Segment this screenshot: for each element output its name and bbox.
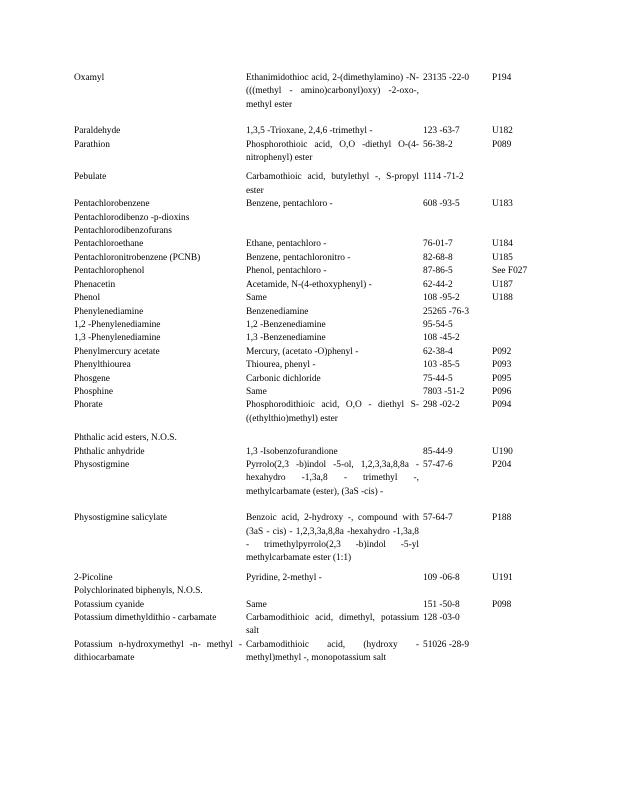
chemical-name: Pyrrolo(2,3 -b)indol -5-ol, 1,2,3,3a,8,8a -hexahydro -1,3a,8 - trimethyl -, methylcarbamate (ester), (3aS -cis) - <box>246 459 419 497</box>
waste-code: P094 <box>492 400 512 411</box>
table-row <box>74 198 544 211</box>
cas-number: 298 -02-2 <box>423 400 460 411</box>
table-row <box>74 332 544 345</box>
waste-code: U184 <box>492 239 513 250</box>
cas-number: 62-38-4 <box>423 346 453 357</box>
chemical-name: 1,3 -Isobenzofurandione <box>246 446 338 457</box>
cas-number: 108 -45-2 <box>423 333 460 344</box>
chemical-name: Benzene, pentachloro - <box>246 199 333 210</box>
chemical-name: Same <box>246 386 267 397</box>
cas-number: 7803 -51-2 <box>423 386 465 397</box>
chemical-name <box>246 212 423 225</box>
cas-number <box>423 212 492 225</box>
chemical-name: Carbamodithioic acid, (hydroxy - methyl)methyl -, monopotassium salt <box>246 639 419 664</box>
chemical-name: Carbonic dichloride <box>246 373 321 384</box>
cas-number: 85-44-9 <box>423 446 453 457</box>
table-row <box>74 252 544 265</box>
table-row <box>74 373 544 386</box>
table-row <box>74 279 544 292</box>
waste-code: U191 <box>492 572 513 583</box>
waste-code: P204 <box>492 459 512 470</box>
waste-code: P089 <box>492 139 512 150</box>
waste-name: 1,3 -Phenylenediamine <box>74 333 161 344</box>
waste-code <box>492 319 544 332</box>
cas-number: 57-47-6 <box>423 459 453 470</box>
cas-number <box>423 432 492 445</box>
chemical-name: Phenol, pentachloro - <box>246 266 327 277</box>
chemical-name: Carbamothioic acid, butylethyl -, S-propyl ester <box>246 172 419 196</box>
chemical-name: Ethanimidothioc acid, 2-(dimethylamino) -N-(((methyl - amino)carbonyl)oxy) -2-oxo-, methyl ester <box>246 73 419 110</box>
chemical-name: Benzoic acid, 2-hydroxy -, compound with (3aS - cis) - 1,2,3,3a,8,8a -hexahydro -1,3a,8 - trimethylpyrrolo(2,3 -b)indol -5-yl methylcarbamate ester (1:1) <box>246 513 419 564</box>
waste-code: U183 <box>492 199 513 210</box>
cas-number: 87-86-5 <box>423 266 453 277</box>
table-row <box>74 346 544 359</box>
cas-number: 109 -06-8 <box>423 572 460 583</box>
waste-name: Phenylthiourea <box>74 360 131 371</box>
table-row <box>74 386 544 399</box>
chemical-name: 1,3 -Benzenediamine <box>246 333 326 344</box>
waste-name: Phenylmercury acetate <box>74 346 160 357</box>
waste-code: P194 <box>492 73 512 83</box>
cas-number: 25265 -76-3 <box>423 306 470 317</box>
table-row <box>74 639 544 666</box>
chemical-name: Benzene, pentachloronitro - <box>246 252 351 263</box>
waste-code: P098 <box>492 599 512 610</box>
table-row <box>74 225 544 238</box>
waste-name: Parathion <box>74 139 110 150</box>
waste-code <box>492 332 544 345</box>
table-row <box>74 125 544 138</box>
waste-name: Potassium dimethyldithio - carbamate <box>74 613 217 624</box>
waste-code: U182 <box>492 126 513 137</box>
cas-number: 82-68-8 <box>423 252 453 263</box>
waste-name: Polychlorinated biphenyls, N.O.S. <box>74 586 203 597</box>
cas-number <box>423 225 492 238</box>
waste-name: Oxamyl <box>74 73 105 83</box>
waste-name: Pentachloroethane <box>74 239 144 250</box>
chemical-name <box>246 432 423 445</box>
table-row <box>74 238 544 251</box>
waste-name: Phenol <box>74 293 101 304</box>
waste-code: U185 <box>492 252 513 263</box>
table-row <box>74 319 544 332</box>
chemical-name: Benzenediamine <box>246 306 309 317</box>
waste-name: Pentachlorobenzene <box>74 199 150 210</box>
waste-name: Potassium n-hydroxymethyl -n- methyl -dithiocarbamate <box>74 639 242 664</box>
waste-code <box>492 432 544 445</box>
chemical-name: Ethane, pentachloro - <box>246 239 327 250</box>
table-row <box>74 171 544 198</box>
waste-name: Pebulate <box>74 172 107 183</box>
cas-number: 57-64-7 <box>423 513 453 524</box>
cas-number: 95-54-5 <box>423 319 453 330</box>
chemical-name: Acetamide, N-(4-ethoxyphenyl) - <box>246 279 372 290</box>
table-row <box>74 139 544 166</box>
waste-name: 1,2 -Phenylenediamine <box>74 319 161 330</box>
cas-number: 151 -50-8 <box>423 599 460 610</box>
chemical-name: Phosphorothioic acid, O,O -diethyl O-(4-nitrophenyl) ester <box>246 139 419 164</box>
waste-name: Phenylenediamine <box>74 306 144 317</box>
table-row <box>74 292 544 305</box>
waste-name: Phthalic acid esters, N.O.S. <box>74 433 177 444</box>
cas-number: 23135 -22-0 <box>423 73 470 83</box>
waste-name: Pentachloronitrobenzene (PCNB) <box>74 252 201 263</box>
waste-name: Pentachlorophenol <box>74 266 145 277</box>
waste-code: U188 <box>492 293 513 304</box>
cas-number: 56-38-2 <box>423 139 453 150</box>
table-row <box>74 265 544 278</box>
table-row <box>74 572 544 585</box>
table-row <box>74 512 544 566</box>
waste-name: Physostigmine <box>74 459 130 470</box>
table-row <box>74 306 544 319</box>
waste-name: Physostigmine salicylate <box>74 513 167 524</box>
cas-number: 103 -85-5 <box>423 360 460 371</box>
waste-name: Pentachlorodibenzo -p-dioxins <box>74 212 190 223</box>
waste-name: Pentachlorodibenzofurans <box>74 226 172 237</box>
chemical-name: Same <box>246 293 267 304</box>
chemical-name: 1,2 -Benzenediamine <box>246 319 326 330</box>
chemical-name <box>246 585 423 598</box>
chemical-name: Pyridine, 2-methyl - <box>246 572 322 583</box>
chemical-name: Carbamodithioic acid, dimethyl, potassium salt <box>246 613 419 637</box>
table-row <box>74 446 544 459</box>
hazardous-waste-table <box>74 72 544 666</box>
waste-code: P096 <box>492 386 512 397</box>
waste-code: P188 <box>492 513 512 524</box>
cas-number: 62-44-2 <box>423 279 453 290</box>
waste-code <box>492 306 544 319</box>
cas-number: 1114 -71-2 <box>423 172 464 183</box>
waste-name: 2-Picoline <box>74 572 113 583</box>
waste-code: See F027 <box>492 266 528 277</box>
table-row <box>74 585 544 598</box>
cas-number <box>423 585 492 598</box>
cas-number: 51026 -28-9 <box>423 639 470 650</box>
waste-code <box>492 612 544 639</box>
waste-name: Phthalic anhydride <box>74 446 145 457</box>
waste-name: Phorate <box>74 400 103 411</box>
table-row <box>74 459 544 499</box>
chemical-name: Phosphorodithioic acid, O,O - diethyl S-((ethylthio)methyl) ester <box>246 400 419 424</box>
waste-name: Phosgene <box>74 373 110 384</box>
chemical-name: Thiourea, phenyl - <box>246 360 316 371</box>
table-row <box>74 359 544 372</box>
table-row <box>74 599 544 612</box>
cas-number: 76-01-7 <box>423 239 453 250</box>
chemical-name: Mercury, (acetato -O)phenyl - <box>246 346 359 357</box>
waste-name: Phenacetin <box>74 279 116 290</box>
cas-number: 108 -95-2 <box>423 293 460 304</box>
cas-number: 123 -63-7 <box>423 126 460 137</box>
chemical-name <box>246 225 423 238</box>
waste-code <box>492 585 544 598</box>
table-row <box>74 432 544 445</box>
table-row <box>74 212 544 225</box>
cas-number: 128 -03-0 <box>423 613 460 624</box>
table-row <box>74 72 544 112</box>
table-row <box>74 612 544 639</box>
waste-name: Paraldehyde <box>74 126 121 137</box>
chemical-name: 1,3,5 -Trioxane, 2,4,6 -trimethyl - <box>246 126 373 137</box>
waste-code: U190 <box>492 446 513 457</box>
waste-code <box>492 225 544 238</box>
waste-code: U187 <box>492 279 513 290</box>
waste-name: Potassium cyanide <box>74 599 145 610</box>
cas-number: 75-44-5 <box>423 373 453 384</box>
waste-code <box>492 212 544 225</box>
waste-code <box>492 639 544 666</box>
chemical-name: Same <box>246 599 267 610</box>
waste-code: P095 <box>492 373 512 384</box>
waste-code <box>492 171 544 198</box>
waste-name: Phosphine <box>74 386 114 397</box>
waste-code: P092 <box>492 346 512 357</box>
cas-number: 608 -93-5 <box>423 199 460 210</box>
table-row <box>74 399 544 426</box>
waste-code: P093 <box>492 360 512 371</box>
